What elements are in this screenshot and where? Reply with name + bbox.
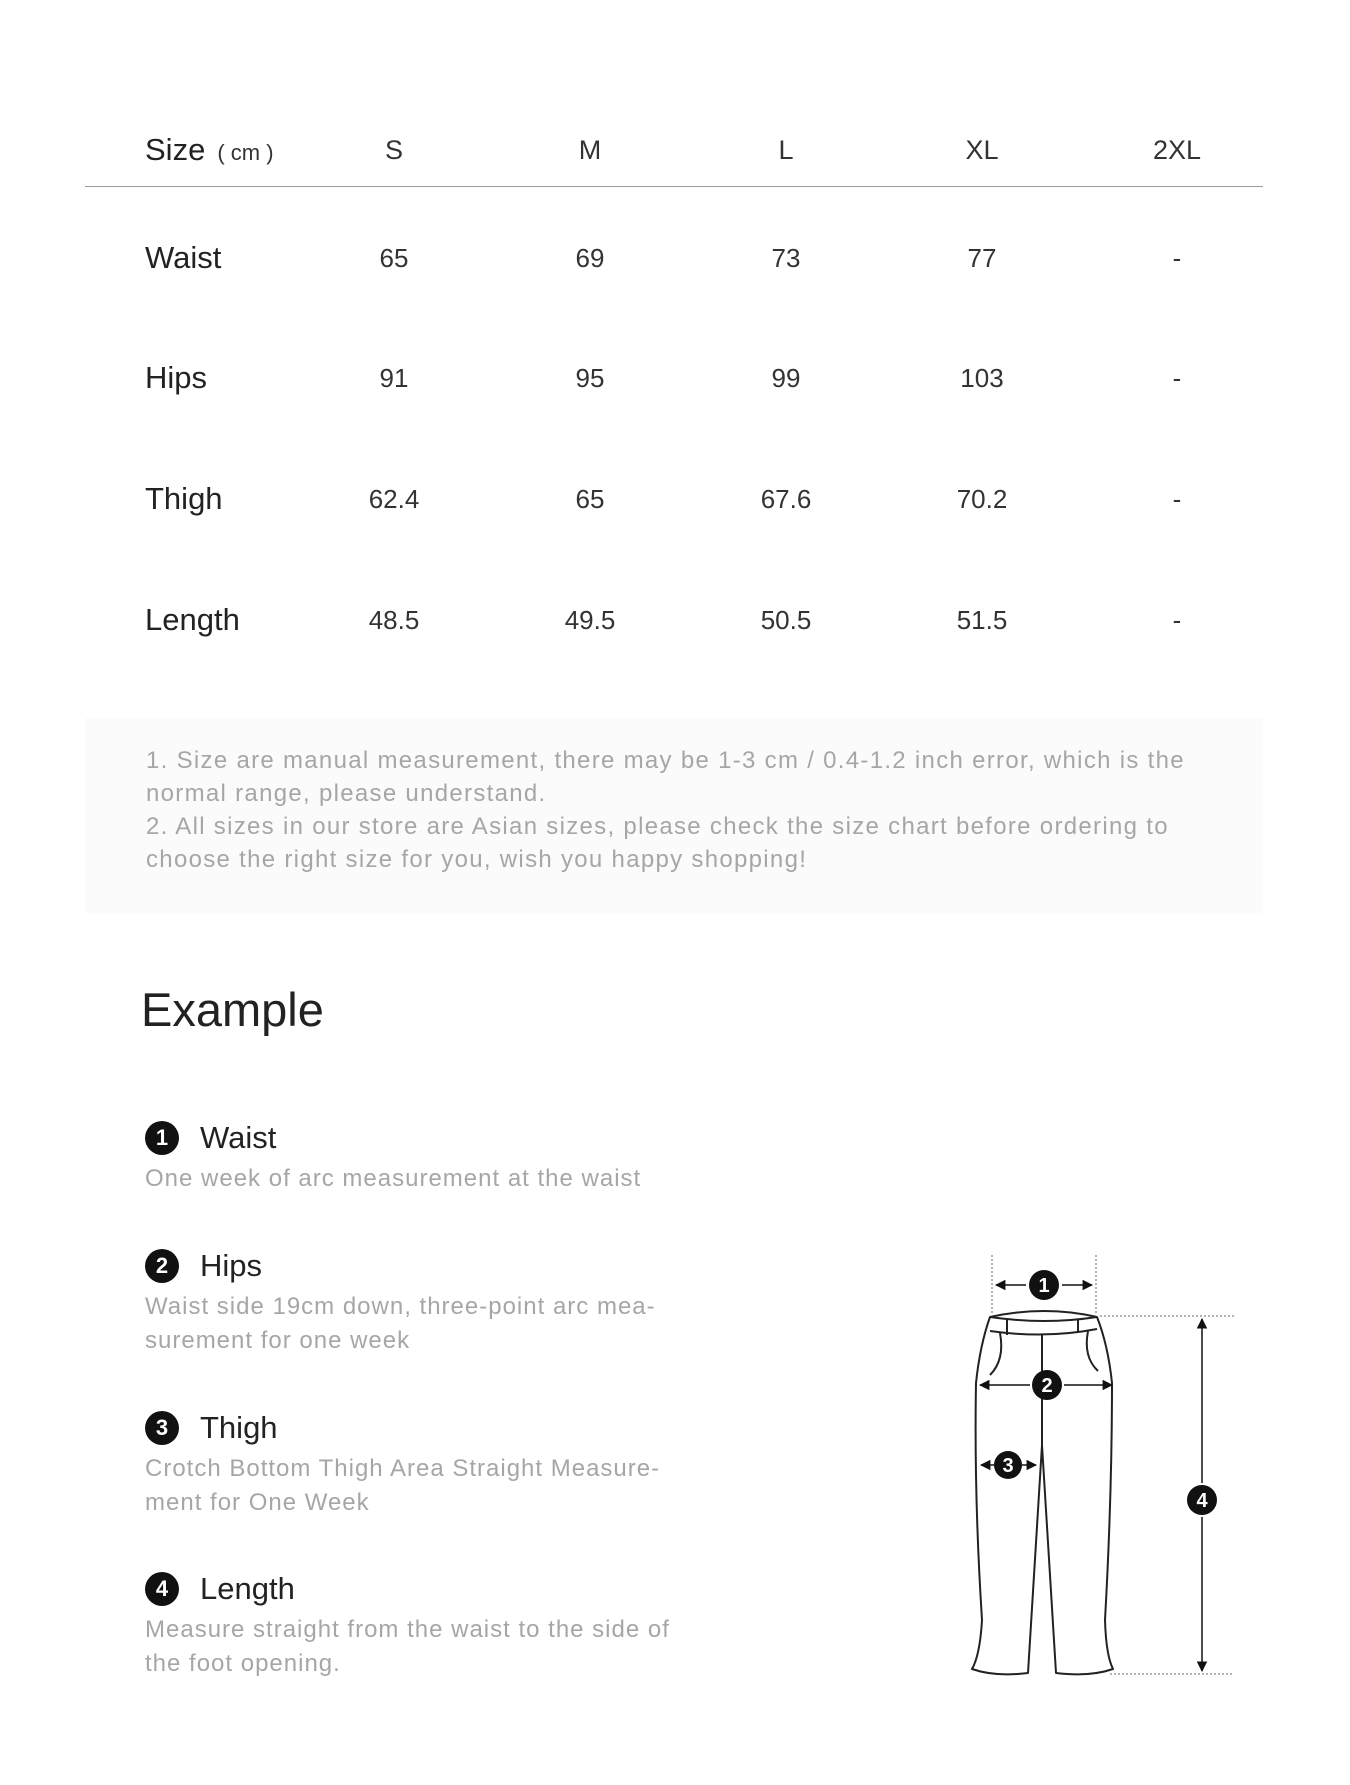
example-item-title: Thigh — [200, 1410, 278, 1445]
example-item-thigh — [145, 1406, 705, 1520]
size-header — [145, 120, 274, 183]
table-cell: 70.2 — [956, 484, 1008, 514]
thigh-dimension-marker — [981, 1451, 1036, 1479]
table-cell: 73 — [771, 243, 801, 273]
table-header-row — [0, 120, 1350, 180]
table-cell: - — [1172, 484, 1182, 514]
note-measurement-error: 1. Size are manual measurement, there may be 1-3 cm / 0.4-1.2 inch error, which is the normal range, please understand. — [146, 747, 1185, 807]
example-item-description: Measure straight from the waist to the side of the foot opening. — [145, 1616, 670, 1677]
table-row-waist — [0, 223, 1350, 293]
example-item-description: One week of arc measurement at the waist — [145, 1165, 642, 1192]
table-cell: 77 — [967, 243, 997, 273]
table-row-length — [0, 585, 1350, 655]
example-item-description: Crotch Bottom Thigh Area Straight Measure-ment for One Week — [145, 1455, 661, 1516]
example-item-description: Waist side 19cm down, three-point arc mea-surement for one week — [145, 1293, 656, 1354]
example-item-waist — [145, 1116, 705, 1196]
hips-dimension-marker — [980, 1370, 1112, 1400]
waist-dimension-marker — [992, 1255, 1096, 1315]
table-cell: 49.5 — [564, 605, 616, 635]
number-2-badge-icon: 2 — [145, 1249, 179, 1283]
size-unit-label: ( cm ) — [217, 140, 274, 165]
table-row-hips — [0, 343, 1350, 413]
number-3-badge-icon: 3 — [145, 1411, 179, 1445]
column-header-xl: XL — [965, 135, 999, 165]
row-label: Hips — [145, 360, 208, 395]
table-cell: 62.4 — [368, 484, 420, 514]
diagram-marker-4: 4 — [1196, 1490, 1208, 1512]
table-cell: - — [1172, 243, 1182, 273]
example-item-header — [145, 1116, 705, 1160]
table-cell: 99 — [771, 363, 801, 393]
example-item-header — [145, 1406, 705, 1450]
table-cell: 103 — [960, 363, 1004, 393]
table-cell: 65 — [379, 243, 409, 273]
example-heading: Example — [141, 983, 324, 1036]
column-header-2xl: 2XL — [1152, 135, 1202, 165]
example-item-header — [145, 1567, 705, 1611]
column-header-l: L — [778, 135, 794, 165]
diagram-marker-1: 1 — [1038, 1275, 1050, 1297]
example-item-title: Waist — [200, 1120, 277, 1155]
size-header-label: Size — [145, 132, 206, 167]
length-dimension-marker — [1100, 1316, 1234, 1674]
table-cell: 67.6 — [760, 484, 812, 514]
table-cell: 91 — [379, 363, 409, 393]
example-item-header — [145, 1244, 705, 1288]
row-label: Thigh — [145, 481, 223, 516]
table-cell: - — [1172, 363, 1182, 393]
row-label: Length — [145, 602, 240, 637]
table-cell: 95 — [575, 363, 605, 393]
table-cell: - — [1172, 605, 1182, 635]
note-asian-sizes: 2. All sizes in our store are Asian sizes, please check the size chart before ordering to choose the right size for you, wish you happy shopping! — [146, 813, 1169, 873]
table-cell: 51.5 — [956, 605, 1008, 635]
table-row-thigh — [0, 464, 1350, 534]
example-item-title: Hips — [200, 1248, 263, 1283]
table-cell: 65 — [575, 484, 605, 514]
pants-measurement-diagram — [950, 1235, 1250, 1685]
example-item-length — [145, 1567, 705, 1681]
row-label: Waist — [145, 240, 222, 275]
diagram-marker-3: 3 — [1002, 1455, 1014, 1477]
notes-box — [85, 718, 1263, 913]
pants-outline-icon — [972, 1311, 1113, 1674]
table-cell: 48.5 — [368, 605, 420, 635]
example-item-hips — [145, 1244, 705, 1358]
table-cell: 69 — [575, 243, 605, 273]
header-divider — [85, 186, 1263, 187]
number-4-badge-icon: 4 — [145, 1572, 179, 1606]
table-cell: 50.5 — [760, 605, 812, 635]
diagram-marker-2: 2 — [1041, 1375, 1053, 1397]
column-header-s: S — [384, 135, 403, 165]
number-1-badge-icon: 1 — [145, 1121, 179, 1155]
example-item-title: Length — [200, 1571, 295, 1606]
column-header-m: M — [578, 135, 602, 165]
